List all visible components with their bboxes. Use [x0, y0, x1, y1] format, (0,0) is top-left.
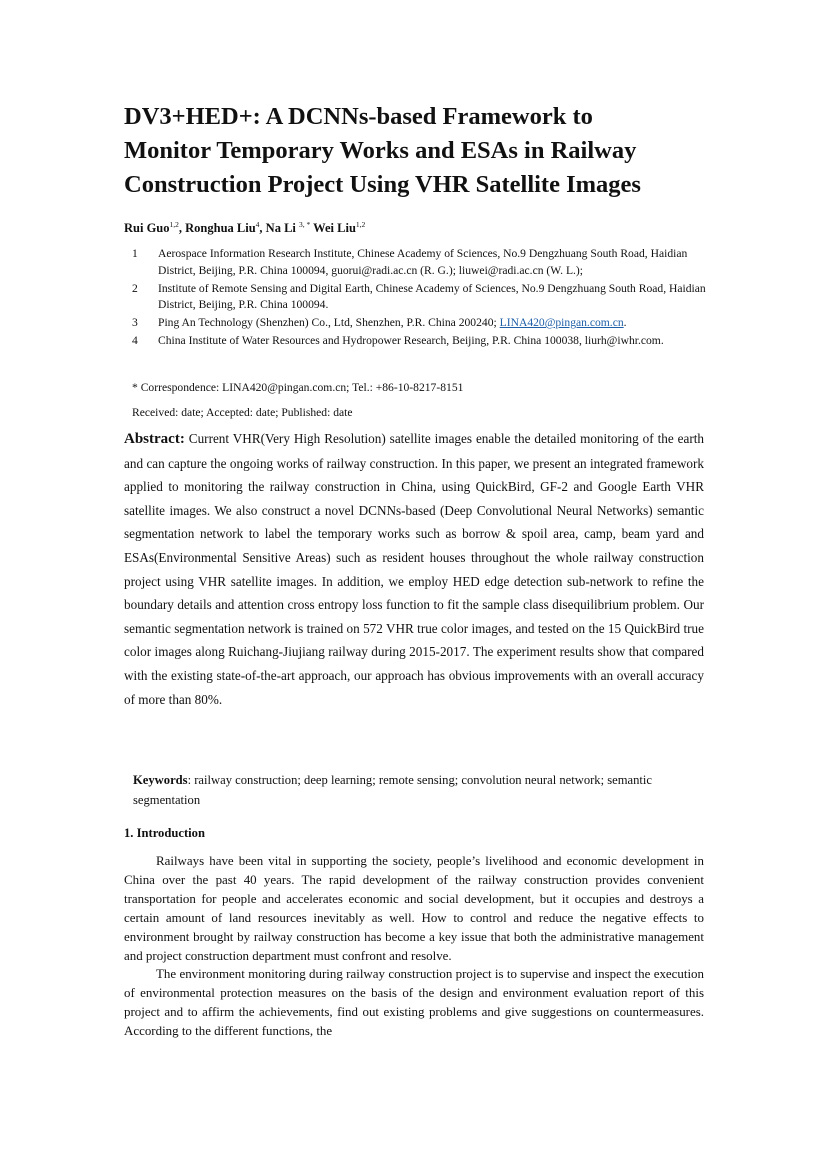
section-heading: 1. Introduction — [124, 826, 205, 840]
author-affiliation-mark: 1,2 — [169, 220, 179, 229]
author-separator: , — [259, 221, 266, 235]
author-list — [124, 220, 365, 236]
author-separator: , — [178, 221, 186, 235]
title-line: Monitor Temporary Works and ESAs in Railway — [124, 137, 637, 164]
keywords-text: : railway construction; deep learning; remote sensing; convolution neural network; semantic segmentation — [133, 773, 653, 807]
affiliation-text-end: . — [623, 316, 627, 329]
correspondence-note: * Correspondence: LINA420@pingan.com.cn; Tel.: +86-10-8217-8151 — [132, 381, 464, 394]
author-affiliation-mark: 4 — [255, 220, 260, 229]
affiliation-text — [158, 315, 707, 332]
author-name: Rui Guo — [124, 221, 170, 235]
paragraph: The environment monitoring during railway construction project is to supervise and inspect the execution of environmental protection measures on the basis of the design and environment evaluation report of this project and to affirm the achievements, find out existing problems and give suggestions on countermeasures. According to the different functions, the — [124, 966, 704, 1039]
author-affiliation-mark: 3, * — [299, 220, 311, 229]
paper-title — [124, 100, 724, 202]
affiliation-text-part: Ping An Technology (Shenzhen) Co., Ltd, Shenzhen, P.R. China 200240; — [158, 316, 500, 329]
affiliation-number: 3 — [132, 316, 138, 329]
publication-dates: Received: date; Accepted: date; Published: date — [132, 406, 353, 419]
abstract — [124, 427, 704, 711]
keywords-heading: Keywords — [133, 773, 188, 787]
introduction-body — [124, 852, 704, 1041]
affiliation-text: Institute of Remote Sensing and Digital Earth, Chinese Academy of Sciences, No.9 Dengzhuang South Road, Haidian District, Beijing, P.R. China 100094. — [158, 281, 706, 311]
author-name: Wei Liu — [313, 221, 356, 235]
email-link[interactable]: LINA420@pingan.com.cn — [499, 316, 624, 329]
affiliation-text: China Institute of Water Resources and Hydropower Research, Beijing, P.R. China 100038, liurh@iwhr.com. — [158, 334, 664, 347]
abstract-heading: Abstract: — [124, 431, 185, 447]
affiliation-item — [132, 315, 707, 332]
author-affiliation-mark: 1,2 — [355, 220, 366, 229]
affiliation-item — [132, 246, 707, 279]
title-line: DV3+HED+: A DCNNs-based Framework to — [124, 103, 593, 130]
author-name: Ronghua Liu — [185, 221, 256, 235]
affiliation-number: 2 — [132, 281, 138, 295]
abstract-text: Current VHR(Very High Resolution) satellite images enable the detailed monitoring of the earth and can capture the ongoing works of railway construction. In this paper, we present an integrated framework applied to monitoring the railway construction in China, using QuickBird, GF-2 and Google Earth VHR satellite images. We also construct a novel DCNNs-based (Deep Convolutional Neural Networks) semantic segmentation network to label the temporary works such as borrow & spoil area, camp, beam yard and ESAs(Environmental Sensitive Areas) such as resident houses throughout the whole railway construction project using VHR satellite images. In addition, we employ HED edge detection sub-network to refine the boundary details and attention cross entropy loss function to fit the sample class disequilibrium problem. Our semantic segmentation network is trained on 572 VHR true color images, and tested on the 15 QuickBird true color images along Ruichang-Jiujiang railway during 2015-2017. The experiment results show that compared with the existing state-of-the-art approach, our approach has obvious improvements with an overall accuracy of more than 80%. — [124, 431, 704, 707]
affiliation-list — [132, 246, 707, 351]
affiliation-item — [132, 281, 707, 314]
affiliation-number: 1 — [132, 247, 138, 260]
affiliation-text: Aerospace Information Research Institute, Chinese Academy of Sciences, No.9 Dengzhuang South Road, Haidian District, Beijing, P.R. China 100094, guorui@radi.ac.cn (R. G.); liuwei@radi.ac.cn (W. L.); — [158, 247, 688, 277]
affiliation-number: 4 — [132, 334, 138, 347]
author-name: Na Li — [265, 221, 300, 235]
keywords — [133, 771, 704, 810]
affiliation-item — [132, 333, 707, 350]
paragraph: Railways have been vital in supporting the society, people’s livelihood and economic development in China over the past 40 years. The rapid development of the railway construction provides convenient transportation for people and accelerates economic and social development, but it occupies and destroys a certain amount of land resources inevitably as well. How to control and reduce the negative effects to environment brought by railway construction has become a key issue that both the administrative management and project construction department must confront and resolve. — [124, 853, 704, 963]
title-line: Construction Project Using VHR Satellite Images — [124, 171, 641, 198]
